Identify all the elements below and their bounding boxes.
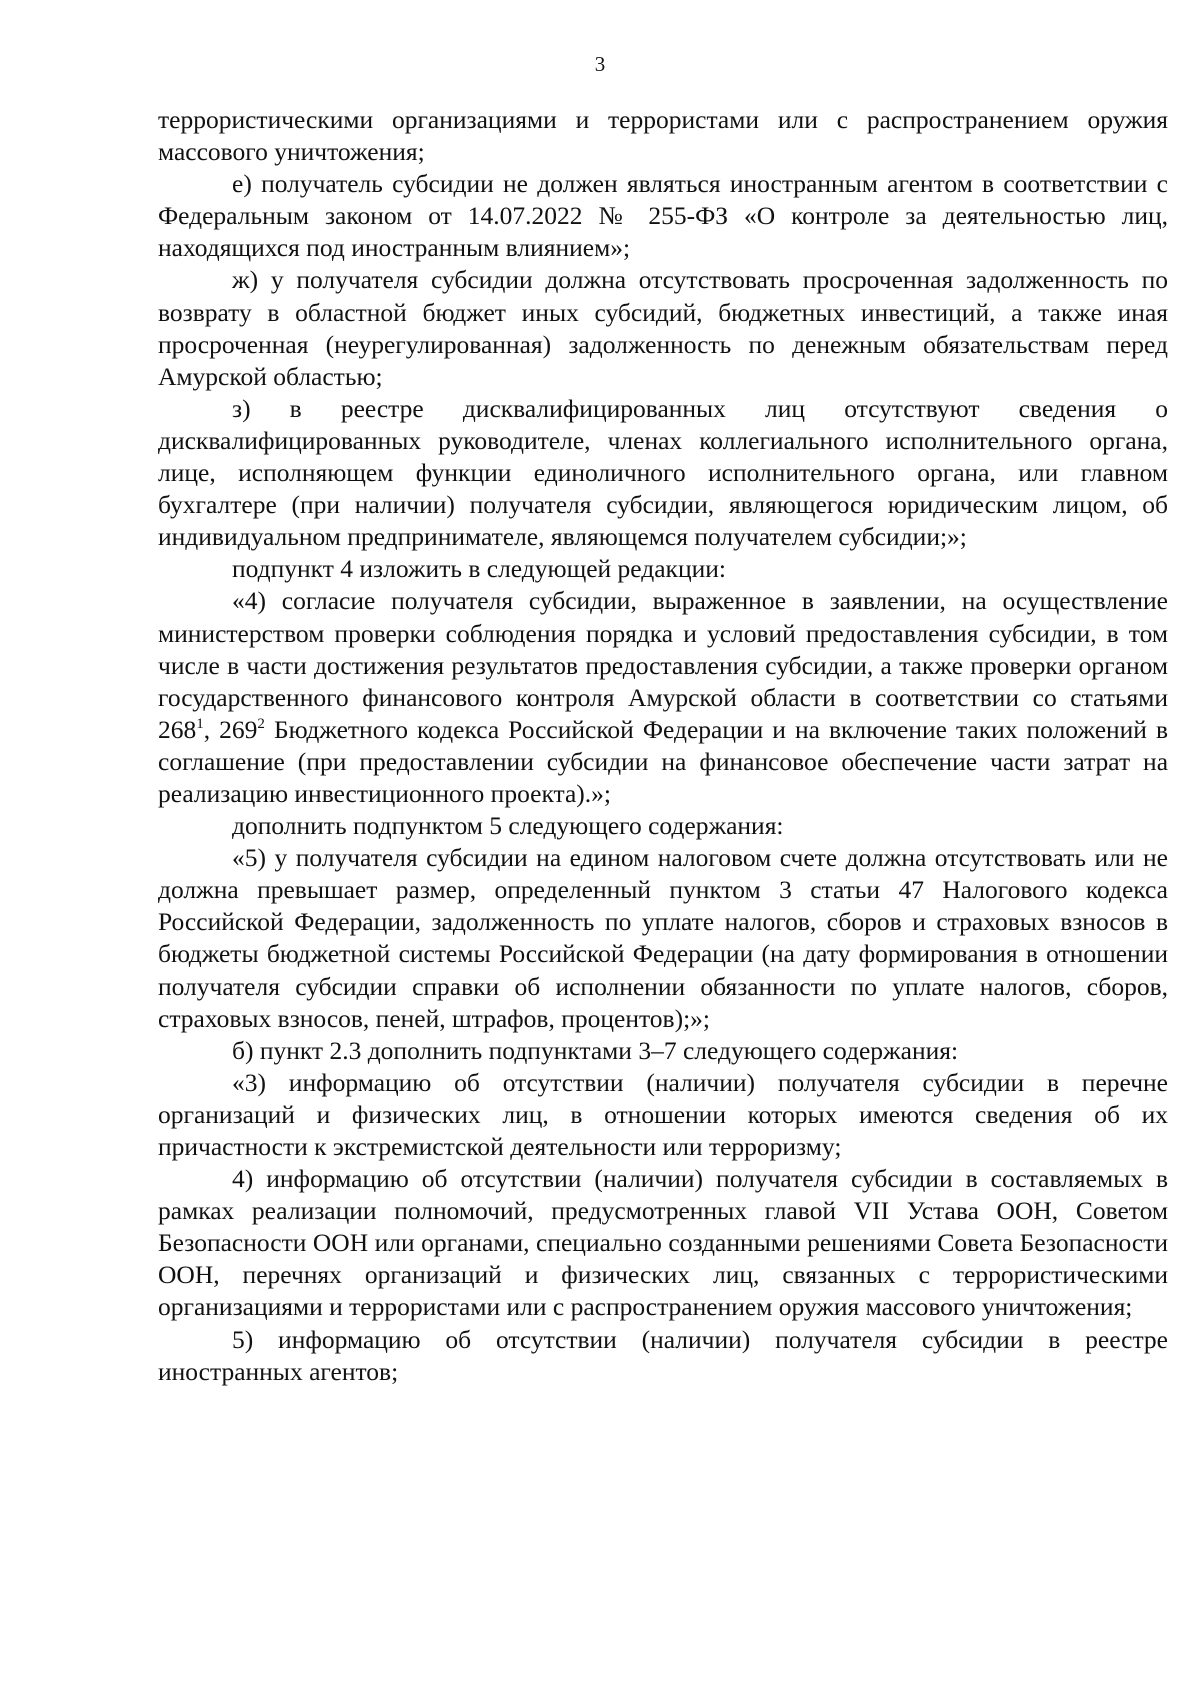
text-line: получателем субсидии;»; bbox=[694, 522, 967, 552]
paragraph-subpoint-zh bbox=[158, 264, 1168, 392]
text-line: Устава ООН, Советом Безопасности ООН или органами, специально созданными bbox=[158, 1196, 1169, 1258]
text-line-start: финансового контроля Амурской области в соответствии со статьями 268 bbox=[158, 682, 1168, 744]
text-line: Российской Федерации (на дату формирования в отношении получателя bbox=[158, 939, 1169, 1001]
paragraph-new-subpoint-4 bbox=[158, 1163, 1168, 1323]
paragraph-instruction-subpoint-5 bbox=[158, 810, 1168, 842]
text-line: причастности к экстремистской деятельности или терроризму; bbox=[158, 1132, 842, 1161]
superscript: 1 bbox=[196, 715, 204, 732]
text-line: «3) информацию об отсутствии (наличии) получателя субсидии в перечне bbox=[232, 1067, 1168, 1097]
text-line: 47 Налогового кодекса Российской Федерации, задолженность по уплате bbox=[158, 875, 1168, 937]
text-line-mid: , 269 bbox=[203, 714, 258, 744]
text-line: предоставления субсидии, а также проверки органом государственного bbox=[158, 650, 1169, 712]
text-line: соглашение (при предоставлении субсидии на финансовое обеспечение части bbox=[158, 746, 1051, 776]
text-line: деятельностью лиц, находящихся под иностранным влиянием»; bbox=[158, 201, 1169, 263]
paragraph-subpoint-4 bbox=[158, 585, 1168, 810]
text-line: инвестиций, а также иная просроченная (неурегулированная) задолженность по bbox=[158, 297, 1169, 359]
text-line: дисквалифицированных руководителе, членах коллегиального исполнительного bbox=[158, 425, 1073, 455]
text-line: оружия массового уничтожения; bbox=[158, 105, 1169, 167]
text-line: б) пункт 2.3 дополнить подпунктами 3–7 следующего содержания: bbox=[232, 1035, 959, 1065]
text-line: иностранных агентов; bbox=[158, 1356, 399, 1386]
paragraph-point-b bbox=[158, 1035, 1168, 1067]
page-number: 3 bbox=[594, 52, 606, 76]
text-line: решениями Совета Безопасности ООН, перечнях организаций и физических лиц, bbox=[158, 1228, 1169, 1290]
document-body bbox=[158, 104, 1168, 1388]
paragraph-new-subpoint-3 bbox=[158, 1067, 1168, 1163]
text-line: составляемых в рамках реализации полномочий, предусмотренных главой VII bbox=[158, 1164, 1169, 1226]
text-line: подпункт 4 изложить в следующей редакции: bbox=[232, 554, 726, 584]
paragraph-subpoint-5 bbox=[158, 842, 1168, 1035]
text-line: Бюджетного кодекса Российской Федерации и на включение таких положений в bbox=[273, 714, 1169, 744]
text-line: распространением оружия массового уничтожения; bbox=[570, 1292, 1133, 1322]
text-line: связанных с террористическими организациями и террористами или с bbox=[158, 1260, 1168, 1322]
text-line: предоставления субсидии, в том числе в части достижения результатов bbox=[158, 618, 1169, 680]
text-line: задолженность по возврату в областной бюджет иных субсидий, бюджетных bbox=[158, 265, 1168, 327]
text-line: или главном бухгалтере (при наличии) получателя субсидии, являющегося bbox=[158, 458, 1168, 520]
superscript: 2 bbox=[257, 715, 265, 732]
text-line: 5) информацию об отсутствии (наличии) получателя субсидии в реестре bbox=[232, 1324, 1168, 1354]
text-line: субсидии справки об исполнении обязанности по уплате налогов, сборов, bbox=[295, 971, 1169, 1001]
text-line: дополнить подпунктом 5 следующего содержания: bbox=[232, 811, 784, 841]
text-line: террористическими организациями и террористами или с распространением bbox=[158, 105, 1069, 134]
text-line: налогов, сборов и страховых взносов в бюджеты бюджетной системы bbox=[158, 907, 1169, 969]
paragraph-subpoint-e bbox=[158, 168, 1168, 264]
text-line: «5) у получателя субсидии на едином налоговом счете должна bbox=[232, 843, 927, 873]
paragraph-instruction-subpoint-4 bbox=[158, 553, 1168, 585]
paragraph-continuation bbox=[158, 104, 1168, 168]
text-line: «4) согласие получателя субсидии, выраженное в заявлении, на bbox=[232, 586, 987, 616]
text-line: 4) информацию об отсутствии (наличии) получателя субсидии в bbox=[232, 1164, 978, 1194]
paragraph-new-subpoint-5 bbox=[158, 1324, 1168, 1388]
text-line: затрат на реализацию инвестиционного проекта).»; bbox=[158, 746, 1169, 808]
text-line: органа, лице, исполняющем функции единоличного исполнительного органа, bbox=[158, 425, 1168, 488]
text-line: ж) у получателя субсидии должна отсутствовать просроченная bbox=[232, 265, 954, 295]
paragraph-subpoint-z bbox=[158, 393, 1168, 553]
text-line: организаций и физических лиц, в отношении которых имеются сведения об их bbox=[158, 1099, 1168, 1129]
text-line: отсутствовать или не должна превышает размер, определенный пунктом 3 статьи bbox=[158, 843, 1168, 905]
text-line: осуществление министерством проверки соблюдения порядка и условий bbox=[158, 586, 1168, 648]
text-line: денежным обязательствам перед Амурской областью; bbox=[158, 329, 1168, 391]
text-line: е) получатель субсидии не должен являться иностранным агентом в bbox=[232, 169, 995, 199]
text-line: соответствии с Федеральным законом от 14.07.2022 № 255-ФЗ «О контроле за bbox=[158, 169, 1169, 231]
text-line: страховых взносов, пеней, штрафов, процентов);»; bbox=[158, 1003, 710, 1033]
text-line: юридическим лицом, об индивидуальном предпринимателе, являющемся bbox=[158, 490, 1168, 552]
text-line: з) в реестре дисквалифицированных лиц отсутствуют сведения о bbox=[232, 393, 1168, 423]
